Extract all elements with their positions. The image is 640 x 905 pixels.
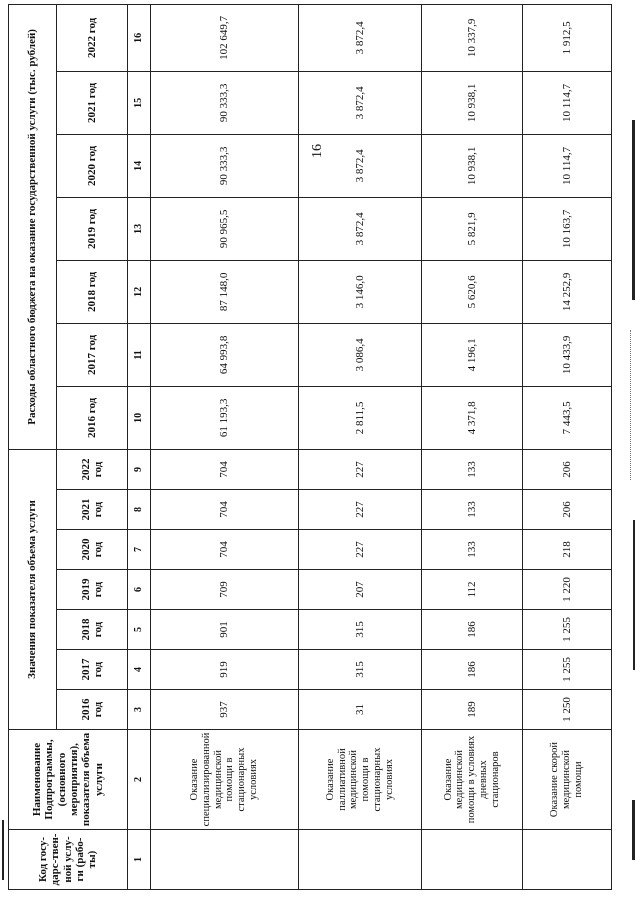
budget-year-header: 2021 год <box>56 71 127 134</box>
budget-value: 14 252,9 <box>522 260 611 323</box>
budget-value: 2 811,5 <box>299 386 422 449</box>
budget-year-header: 2017 год <box>56 323 127 386</box>
table-row <box>150 4 298 889</box>
service-name: Оказание скорой медицинской помощи <box>522 730 611 830</box>
column-number: 4 <box>127 650 150 690</box>
volume-value: 315 <box>299 650 422 690</box>
service-name: Оказание медицинской помощи в условиях дневных стационаров <box>422 730 523 830</box>
volume-value: 133 <box>422 449 523 489</box>
service-name: Оказание паллиативной медицинской помощи в стационарных условиях <box>299 730 422 830</box>
volume-year-header: 2018 год <box>56 610 127 650</box>
volume-year-header: 2021 год <box>56 490 127 530</box>
budget-value: 87 148,0 <box>150 260 298 323</box>
budget-value: 5 821,9 <box>422 197 523 260</box>
volume-value: 1 250 <box>522 690 611 730</box>
column-number: 11 <box>127 323 150 386</box>
volume-value: 206 <box>522 449 611 489</box>
volume-value: 206 <box>522 490 611 530</box>
budget-value: 90 333,3 <box>150 71 298 134</box>
budget-value: 10 163,7 <box>522 197 611 260</box>
volume-value: 133 <box>422 530 523 570</box>
volume-value: 186 <box>422 650 523 690</box>
column-number: 3 <box>127 690 150 730</box>
code-cell <box>522 830 611 890</box>
volume-value: 227 <box>299 530 422 570</box>
column-number: 10 <box>127 386 150 449</box>
code-cell <box>150 830 298 890</box>
column-number: 15 <box>127 71 150 134</box>
volume-value: 207 <box>299 570 422 610</box>
volume-value: 315 <box>299 610 422 650</box>
column-number: 13 <box>127 197 150 260</box>
column-number: 14 <box>127 134 150 197</box>
budget-value: 102 649,7 <box>150 4 298 71</box>
header-code: Код госу-дарс-твен-ной услу-ги (рабо-ты) <box>9 830 128 890</box>
volume-value: 189 <box>422 690 523 730</box>
budget-value: 3 146,0 <box>299 260 422 323</box>
volume-value: 1 220 <box>522 570 611 610</box>
volume-value: 937 <box>150 690 298 730</box>
header-name: Наименование Подпрограммы, (основного мероприятия), показателя объема услуги <box>9 730 128 830</box>
budget-year-header: 2020 год <box>56 134 127 197</box>
services-table <box>8 4 612 890</box>
budget-year-header: 2022 год <box>56 4 127 71</box>
volume-year-header: 2016 год <box>56 690 127 730</box>
page-number: 16 <box>310 144 325 158</box>
budget-value: 5 620,6 <box>422 260 523 323</box>
column-number: 5 <box>127 610 150 650</box>
budget-year-header: 2018 год <box>56 260 127 323</box>
column-number: 12 <box>127 260 150 323</box>
budget-value: 90 965,5 <box>150 197 298 260</box>
budget-value: 90 333,3 <box>150 134 298 197</box>
scan-edge-dots <box>630 330 631 480</box>
volume-year-header: 2017 год <box>56 650 127 690</box>
volume-value: 112 <box>422 570 523 610</box>
table-row <box>299 4 422 889</box>
budget-value: 10 938,1 <box>422 134 523 197</box>
column-number: 16 <box>127 4 150 71</box>
volume-value: 31 <box>299 690 422 730</box>
service-name: Оказание специализированной медицинской помощи в стационарных условиях <box>150 730 298 830</box>
budget-value: 4 196,1 <box>422 323 523 386</box>
budget-value: 10 938,1 <box>422 71 523 134</box>
volume-value: 1 255 <box>522 650 611 690</box>
budget-value: 3 872,4 <box>299 71 422 134</box>
table-row <box>522 4 611 889</box>
budget-value: 4 371,8 <box>422 386 523 449</box>
volume-year-header: 2019 год <box>56 570 127 610</box>
volume-value: 227 <box>299 449 422 489</box>
budget-value: 10 114,7 <box>522 134 611 197</box>
budget-value: 3 872,4 <box>299 197 422 260</box>
code-cell <box>299 830 422 890</box>
volume-value: 1 255 <box>522 610 611 650</box>
scan-edge-mark <box>633 520 635 670</box>
volume-value: 133 <box>422 490 523 530</box>
column-number: 9 <box>127 449 150 489</box>
volume-value: 704 <box>150 449 298 489</box>
column-number: 2 <box>127 730 150 830</box>
budget-value: 7 443,5 <box>522 386 611 449</box>
budget-value: 64 993,8 <box>150 323 298 386</box>
volume-year-header: 2022 год <box>56 449 127 489</box>
header-budget-group: Расходы областного бюджета на оказание государственной услуги (тыс. рублей) <box>9 4 57 449</box>
budget-value: 10 337,9 <box>422 4 523 71</box>
column-number: 7 <box>127 530 150 570</box>
volume-value: 901 <box>150 610 298 650</box>
budget-value: 61 193,3 <box>150 386 298 449</box>
rotated-table-container <box>8 5 612 890</box>
scan-edge-mark <box>2 820 4 880</box>
budget-value: 10 433,9 <box>522 323 611 386</box>
scan-edge-mark <box>632 120 635 300</box>
volume-value: 709 <box>150 570 298 610</box>
column-number: 6 <box>127 570 150 610</box>
scan-edge-mark <box>632 800 635 860</box>
volume-value: 919 <box>150 650 298 690</box>
code-cell <box>422 830 523 890</box>
column-number: 8 <box>127 490 150 530</box>
volume-value: 704 <box>150 490 298 530</box>
table-row <box>422 4 523 889</box>
header-volume-group: Значения показателя объема услуги <box>9 449 57 729</box>
volume-value: 218 <box>522 530 611 570</box>
volume-value: 704 <box>150 530 298 570</box>
budget-value: 1 912,5 <box>522 4 611 71</box>
column-number: 1 <box>127 830 150 890</box>
budget-value: 3 872,4 <box>299 4 422 71</box>
budget-year-header: 2019 год <box>56 197 127 260</box>
budget-value: 10 114,7 <box>522 71 611 134</box>
budget-value: 3 086,4 <box>299 323 422 386</box>
volume-year-header: 2020 год <box>56 530 127 570</box>
volume-value: 186 <box>422 610 523 650</box>
volume-value: 227 <box>299 490 422 530</box>
budget-value: 3 872,4 <box>299 134 422 197</box>
budget-year-header: 2016 год <box>56 386 127 449</box>
